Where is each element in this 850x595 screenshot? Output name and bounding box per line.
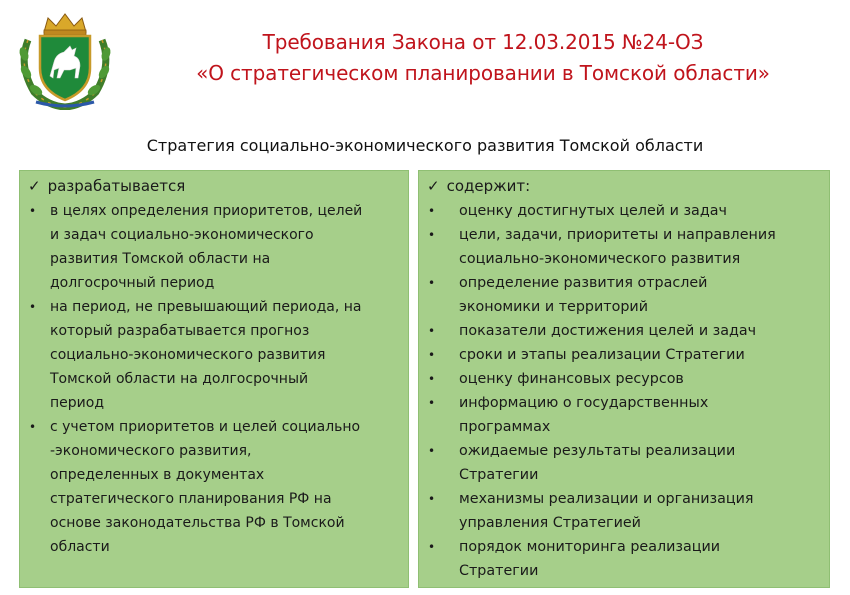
bullet-dot-icon: • xyxy=(428,276,436,290)
bullet-text-line: определение развития отраслей xyxy=(459,275,708,291)
bullet-text-line: в целях определения приоритетов, целей xyxy=(50,203,363,219)
bullet-item xyxy=(28,415,402,559)
bullet-text-line: Томской области на долгосрочный xyxy=(50,371,309,387)
bullet-dot-icon: • xyxy=(428,348,436,362)
bullet-text-line: цели, задачи, приоритеты и направления xyxy=(459,227,776,243)
bullet-dot-icon: • xyxy=(428,492,436,506)
checkmark-icon: ✓ xyxy=(427,177,440,195)
bullet-item xyxy=(427,367,823,391)
bullet-text-line: который разрабатывается прогноз xyxy=(50,323,310,339)
right-panel xyxy=(418,170,830,588)
bullet-text-line: социально-экономического развития xyxy=(50,347,326,363)
bullet-text-line: определенных в документах xyxy=(50,467,265,483)
bullet-text-line: механизмы реализации и организация xyxy=(459,491,754,507)
bullet-text-line: основе законодательства РФ в Томской xyxy=(50,515,345,531)
bullet-item xyxy=(427,439,823,487)
right-bullet-list xyxy=(427,199,823,583)
tomsk-coat-of-arms-icon xyxy=(14,10,116,110)
title-line-2: «О стратегическом планировании в Томской области» xyxy=(196,61,770,85)
bullet-dot-icon: • xyxy=(29,420,37,434)
slide-title xyxy=(130,27,836,89)
bullet-item xyxy=(427,487,823,535)
bullet-text-line: оценку достигнутых целей и задач xyxy=(459,203,727,219)
bullet-dot-icon: • xyxy=(428,324,436,338)
right-panel-heading-text: содержит: xyxy=(446,177,531,195)
bullet-text-line: на период, не превышающий периода, на xyxy=(50,299,362,315)
bullet-text-line: развития Томской области на xyxy=(50,251,271,267)
bullet-text-line: и задач социально-экономического xyxy=(50,227,314,243)
bullet-text-line: порядок мониторинга реализации xyxy=(459,539,721,555)
bullet-dot-icon: • xyxy=(428,444,436,458)
bullet-dot-icon: • xyxy=(428,396,436,410)
bullet-text-line: с учетом приоритетов и целей социально xyxy=(50,419,361,435)
bullet-item xyxy=(28,199,402,295)
bullet-text-line: -экономического развития, xyxy=(50,443,252,459)
bullet-text-line: долгосрочный период xyxy=(50,275,215,291)
bullet-text-line: области xyxy=(50,539,110,555)
subtitle: Стратегия социально-экономического развития Томской области xyxy=(146,136,704,155)
bullet-text-line: управления Стратегией xyxy=(459,515,641,531)
bullet-item xyxy=(427,343,823,367)
bullet-item xyxy=(427,199,823,223)
title-line-1: Требования Закона от 12.03.2015 №24-ОЗ xyxy=(262,30,704,54)
bullet-item xyxy=(427,271,823,319)
bullet-dot-icon: • xyxy=(428,228,436,242)
left-panel-heading xyxy=(28,176,185,196)
bullet-text-line: период xyxy=(50,395,104,411)
bullet-item xyxy=(427,391,823,439)
checkmark-icon: ✓ xyxy=(28,177,41,195)
bullet-text-line: программах xyxy=(459,419,551,435)
bullet-dot-icon: • xyxy=(29,204,37,218)
bullet-text-line: Стратегии xyxy=(459,467,539,483)
bullet-text-line: сроки и этапы реализации Стратегии xyxy=(459,347,745,363)
bullet-text-line: социально-экономического развития xyxy=(459,251,741,267)
bullet-text-line: оценку финансовых ресурсов xyxy=(459,371,684,387)
bullet-dot-icon: • xyxy=(428,372,436,386)
bullet-text-line: стратегического планирования РФ на xyxy=(50,491,332,507)
left-panel xyxy=(19,170,409,588)
bullet-text-line: Стратегии xyxy=(459,563,539,579)
bullet-text-line: ожидаемые результаты реализации xyxy=(459,443,736,459)
bullet-item xyxy=(427,535,823,583)
bullet-dot-icon: • xyxy=(428,204,436,218)
left-bullet-list xyxy=(28,199,402,559)
bullet-item xyxy=(427,223,823,271)
bullet-text-line: показатели достижения целей и задач xyxy=(459,323,757,339)
bullet-dot-icon: • xyxy=(428,540,436,554)
bullet-item xyxy=(28,295,402,415)
left-panel-heading-text: разрабатывается xyxy=(47,177,186,195)
right-panel-heading xyxy=(427,176,530,196)
bullet-item xyxy=(427,319,823,343)
bullet-text-line: информацию о государственных xyxy=(459,395,709,411)
bullet-text-line: экономики и территорий xyxy=(459,299,649,315)
bullet-dot-icon: • xyxy=(29,300,37,314)
